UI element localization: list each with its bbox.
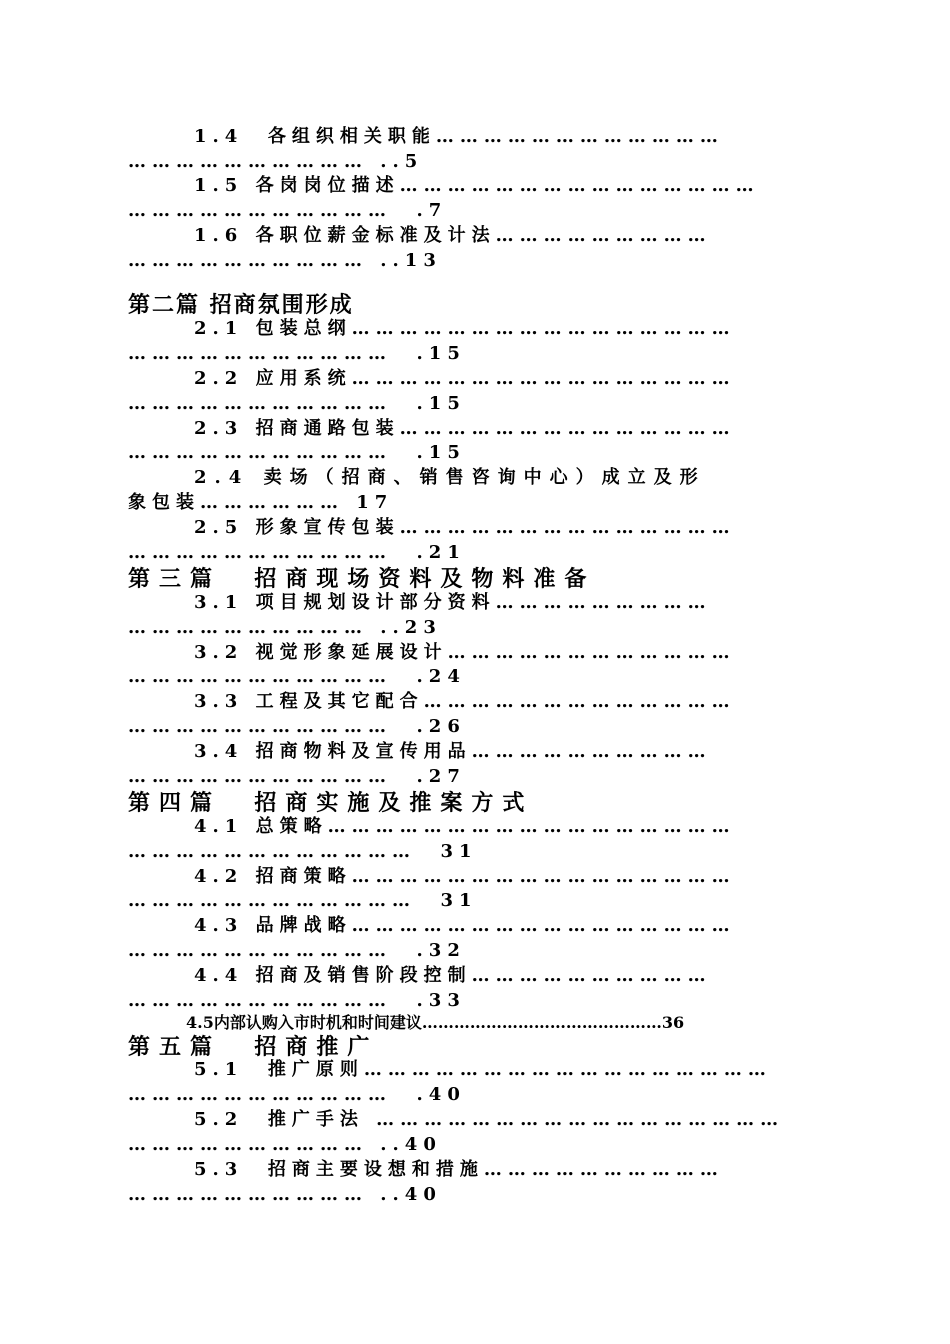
toc-entry-2-2: 2.2 应用系统…………………………………………	[194, 368, 736, 389]
toc-entry-1-6-cont: ………………………… ..13	[128, 250, 442, 271]
toc-entry-3-2-cont: …………………………… .24	[128, 666, 466, 687]
toc-entry-4-5: 4.5内部认购入市时机和时间建议………………………………………36	[186, 1013, 685, 1032]
toc-entry-4-2: 4.2 招商策略…………………………………………	[194, 866, 736, 887]
part4-title: 第四篇 招商实施及推案方式	[128, 790, 534, 816]
toc-entry-3-4: 3.4 招商物料及宣传用品…………………………	[194, 741, 712, 762]
toc-entry-2-3-cont: …………………………… .15	[128, 442, 466, 463]
toc-entry-5-3: 5.3 招商主要设想和措施…………………………	[194, 1159, 724, 1180]
toc-entry-5-1-cont: …………………………… .40	[128, 1084, 466, 1105]
toc-entry-4-4-cont: …………………………… .33	[128, 990, 466, 1011]
toc-entry-4-3: 4.3 品牌战略…………………………………………	[194, 915, 736, 936]
toc-entry-3-1-cont: ………………………… ..23	[128, 617, 442, 638]
toc-entry-4-3-cont: …………………………… .32	[128, 940, 466, 961]
toc-entry-2-3: 2.3 招商通路包装……………………………………	[194, 418, 736, 439]
toc-entry-5-3-cont: ………………………… ..40	[128, 1184, 442, 1205]
toc-entry-5-2-cont: ………………………… ..40	[128, 1134, 442, 1155]
toc-entry-3-4-cont: …………………………… .27	[128, 766, 466, 787]
toc-entry-2-1: 2.1 包装总纲…………………………………………	[194, 318, 736, 339]
toc-entry-3-1: 3.1 项目规划设计部分资料………………………	[194, 592, 712, 613]
toc-entry-2-5-cont: …………………………… .21	[128, 542, 466, 563]
part5-title: 第五篇 招商推广	[128, 1034, 379, 1060]
toc-entry-1-4-cont: ………………………… ..5	[128, 151, 424, 172]
toc-entry-5-2: 5.2 推广手法 ……………………………………………	[194, 1109, 785, 1130]
toc-entry-4-1-cont: ……………………………… 31	[128, 841, 478, 862]
toc-entry-2-2-cont: …………………………… .15	[128, 393, 466, 414]
part3-title: 第三篇 招商现场资料及物料准备	[128, 566, 596, 592]
toc-entry-3-3: 3.3 工程及其它配合…………………………………	[194, 691, 736, 712]
toc-entry-1-5: 1.5 各岗岗位描述………………………………………	[194, 175, 760, 196]
toc-entry-4-1: 4.1 总策略……………………………………………	[194, 816, 736, 837]
toc-entry-3-3-cont: …………………………… .26	[128, 716, 466, 737]
toc-entry-2-4-cont: 象包装……………… 17	[128, 492, 394, 513]
toc-entry-1-6: 1.6 各职位薪金标准及计法………………………	[194, 225, 712, 246]
toc-entry-2-4: 2.4 卖场（招商、销售咨询中心）成立及形	[194, 467, 706, 488]
part2-title: 第二篇 招商氛围形成	[128, 292, 354, 318]
toc-entry-2-5: 2.5 形象宣传包装……………………………………	[194, 517, 736, 538]
toc-entry-5-1: 5.1 推广原则……………………………………………	[194, 1059, 772, 1080]
toc-entry-4-2-cont: ……………………………… 31	[128, 890, 478, 911]
toc-entry-1-5-cont: …………………………… .7	[128, 200, 448, 221]
toc-entry-2-1-cont: …………………………… .15	[128, 343, 466, 364]
toc-entry-4-4: 4.4 招商及销售阶段控制…………………………	[194, 965, 712, 986]
toc-entry-3-2: 3.2 视觉形象延展设计………………………………	[194, 642, 736, 663]
toc-entry-1-4: 1.4 各组织相关职能………………………………	[194, 126, 724, 147]
